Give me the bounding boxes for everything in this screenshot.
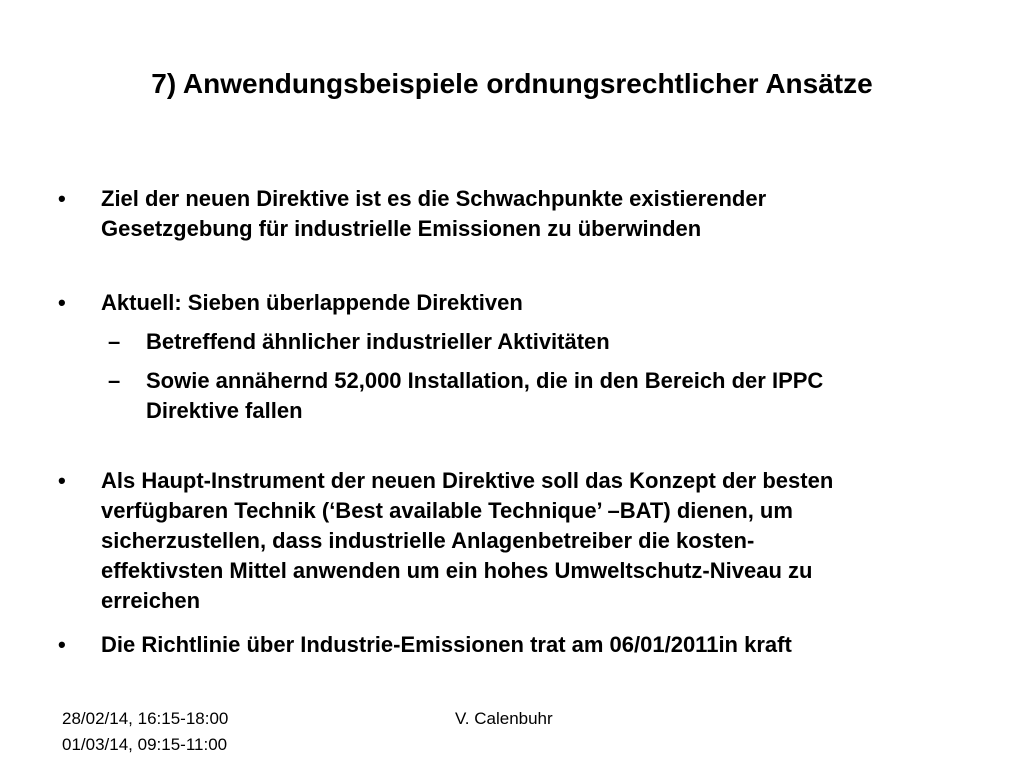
bullet-marker: •: [58, 290, 66, 315]
bullet-marker: •: [58, 186, 66, 211]
bullet-text: Die Richtlinie über Industrie-Emissionen trat am 06/01/2011in kraft: [101, 632, 792, 657]
bullet-marker: •: [58, 468, 66, 493]
footer-dates: 28/02/14, 16:15-18:00 01/03/14, 09:15-11:00: [62, 709, 229, 754]
subbullet-marker: –: [108, 368, 121, 393]
footer-author: V. Calenbuhr: [455, 709, 553, 728]
slide-title: 7) Anwendungsbeispiele ordnungsrechtlicher Ansätze: [151, 68, 873, 99]
subbullet-text: Sowie annähernd 52,000 Installation, die in den Bereich der IPPC Direktive fallen: [146, 368, 824, 423]
bullet-text: Als Haupt-Instrument der neuen Direktive soll das Konzept der besten verfügbaren Technik (‘Best available Technique’ –BAT) dienen, um sicherzustellen, dass industrielle Anlagenbetreiber die kosten- effektivsten Mittel anwenden um ein hohes Umweltschutz-Niveau zu erreichen: [101, 468, 834, 613]
subbullet-text: Betreffend ähnlicher industrieller Aktivitäten: [146, 329, 610, 354]
bullet-marker: •: [58, 632, 66, 657]
bullet-text: Aktuell: Sieben überlappende Direktiven: [101, 290, 523, 315]
subbullet-marker: –: [108, 329, 121, 354]
bullet-text: Ziel der neuen Direktive ist es die Schwachpunkte existierender Gesetzgebung für industrielle Emissionen zu überwinden: [101, 186, 767, 241]
